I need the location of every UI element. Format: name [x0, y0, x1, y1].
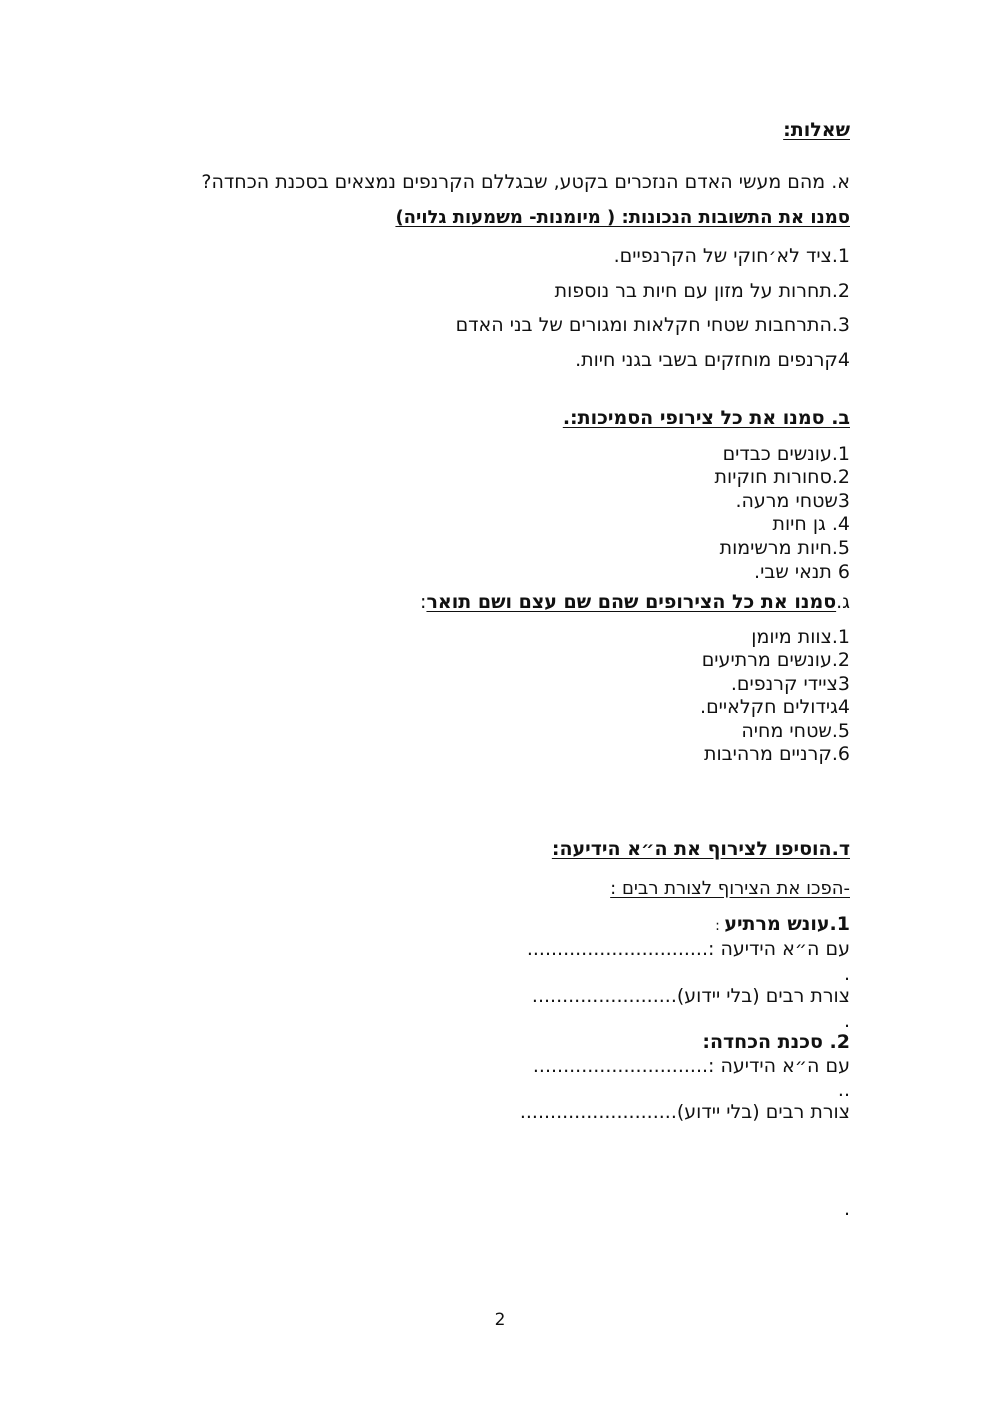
- question-a-option[interactable]: 4קרנפים מוחזקים בשבי בגני חיות.: [575, 349, 850, 371]
- question-d-item1-dot: .: [843, 1010, 850, 1032]
- question-b-item[interactable]: 6 תנאי שבי.: [754, 561, 850, 583]
- question-b-item[interactable]: 1.עונשים כבדים: [722, 443, 850, 465]
- question-b-item[interactable]: 4. גן חיות: [772, 513, 850, 535]
- question-d-item1-plural-line[interactable]: צורת רבים (בלי יידוע)........................: [531, 985, 850, 1007]
- question-d-item2-dot: ..: [837, 1079, 850, 1101]
- question-c-prefix: ג.: [836, 591, 850, 613]
- question-a-instruction: סמנו את התשובות הנכונות: ( מיומנות- משמעות גלויה): [395, 207, 850, 228]
- question-d-item1-definite-line[interactable]: עם ה״א הידיעה :..............................: [526, 938, 850, 960]
- question-c-item[interactable]: 3ציידי קרנפים.: [730, 673, 850, 695]
- question-d-subheading: -הפכו את הצירוף לצורת רבים :: [610, 878, 850, 899]
- question-d-item1-title-suffix: :: [715, 918, 725, 934]
- question-a-option[interactable]: 1.ציד לא׳חוקי של הקרנפיים.: [613, 245, 850, 267]
- question-c-item[interactable]: 4גידולים חקלאיים.: [700, 696, 850, 718]
- question-d-item1-dot: .: [843, 963, 850, 985]
- question-d-item2-definite-line[interactable]: עם ה״א הידיעה :.............................: [532, 1055, 850, 1077]
- question-d-item1-title: 1.עונש מרתיע: [724, 913, 850, 935]
- question-a-option[interactable]: 2.תחרות על מזון עם חיות בר נוספות: [554, 280, 850, 302]
- question-a-prompt: א. מהם מעשי האדם הנזכרים בקטע, שבגללם הקרנפים נמצאים בסכנת הכחדה?: [201, 171, 850, 193]
- question-b-heading: ב. סמנו את כל צירופי הסמיכות:.: [562, 407, 850, 429]
- question-b-item[interactable]: 3שטחי מרעה.: [735, 490, 850, 512]
- question-b-item[interactable]: 5.חיות מרשימות: [719, 537, 850, 559]
- question-d-item2-title: 2. סכנת הכחדה:: [702, 1031, 850, 1053]
- question-c-item[interactable]: 1.צוות מיומן: [751, 626, 850, 648]
- page-title: שאלות:: [783, 119, 850, 141]
- question-c-item[interactable]: 2.עונשים מרתיעים: [701, 649, 850, 671]
- trailing-dot: .: [843, 1198, 850, 1220]
- page-number: 2: [494, 1310, 506, 1330]
- question-c-suffix: :: [420, 591, 427, 613]
- question-d-item2-plural-line[interactable]: צורת רבים (בלי יידוע)..........................: [519, 1101, 850, 1123]
- question-a-option[interactable]: 3.התרחבות שטחי חקלאות ומגורים של בני האדם: [455, 314, 850, 336]
- question-d-item1-title-line: [715, 912, 850, 938]
- question-c-item[interactable]: 6.קרניים מרהיבות: [703, 743, 850, 765]
- question-b-item[interactable]: 2.סחורות חוקיות: [714, 466, 850, 488]
- question-c-heading: סמנו את כל הצירופים שהם שם עצם ושם תואר: [426, 591, 837, 613]
- question-d-heading: ד.הוסיפו לצירוף את ה״א הידיעה:: [551, 838, 850, 860]
- question-c-item[interactable]: 5.שטחי מחיה: [741, 720, 850, 742]
- question-c-heading-line: [420, 590, 850, 614]
